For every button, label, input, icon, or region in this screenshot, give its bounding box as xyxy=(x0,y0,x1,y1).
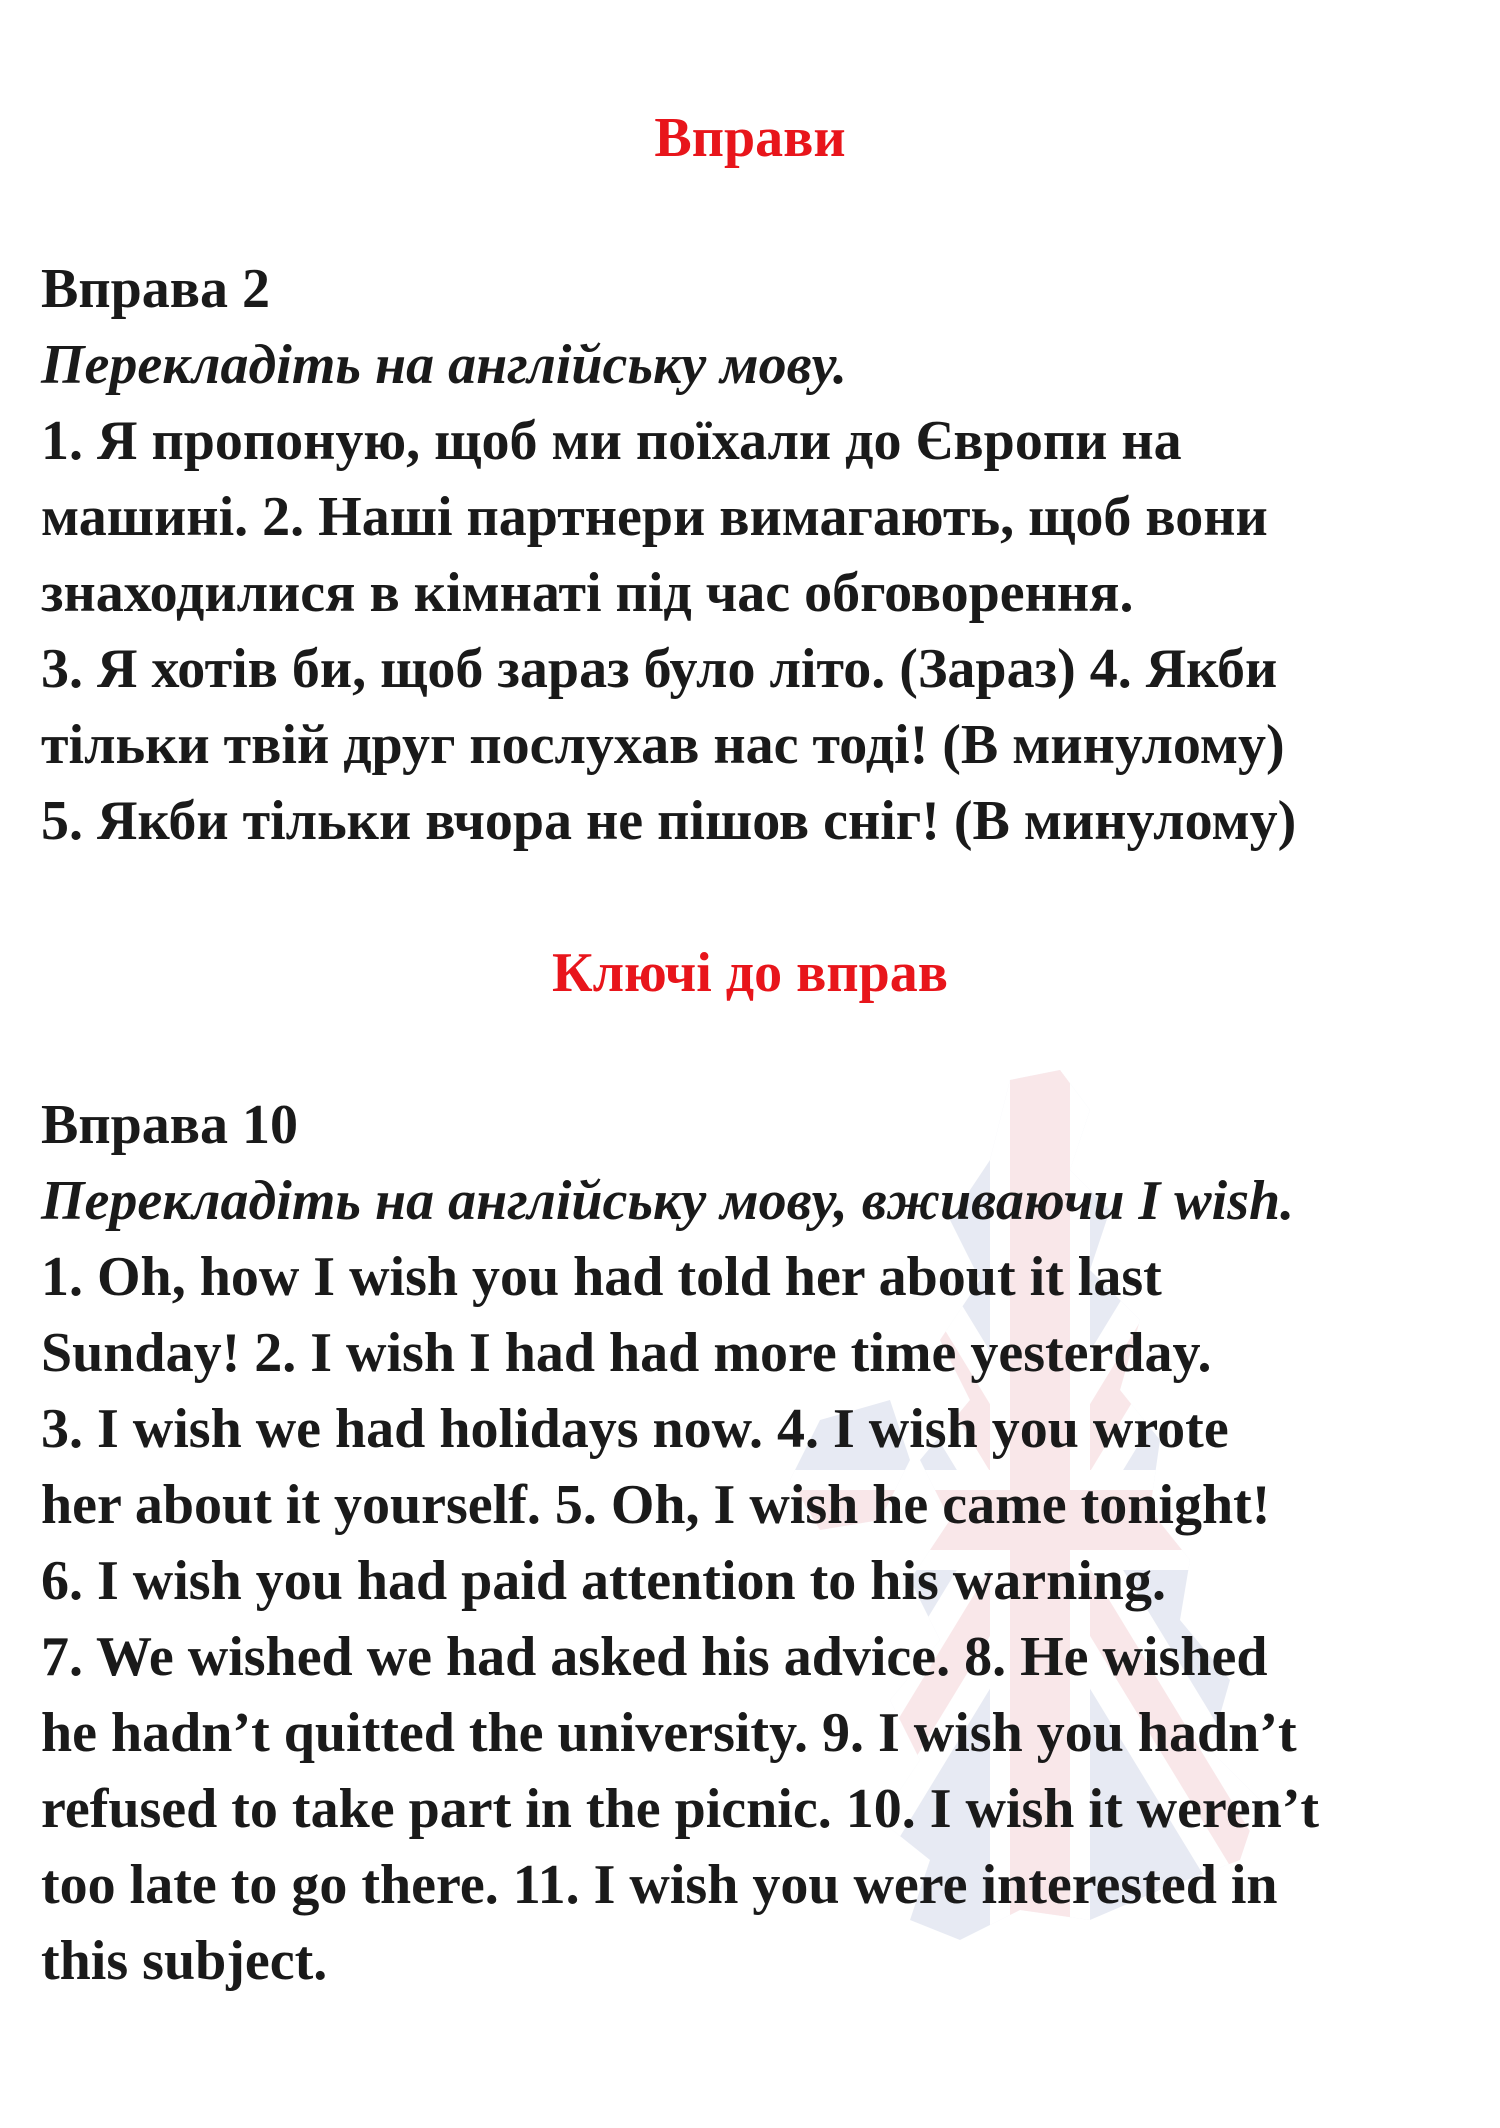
exercise-10-instruction: Перекладіть на англійську мову, вживаючи I wish. xyxy=(41,1170,1295,1232)
exercise-10-line: refused to take part in the picnic. 10. I wish it weren’t xyxy=(41,1778,1320,1840)
exercise-10-title: Вправа 10 xyxy=(41,1094,299,1156)
exercise-2-section xyxy=(41,251,1486,859)
exercise-10-line: her about it yourself. 5. Oh, I wish he came tonight! xyxy=(41,1474,1271,1536)
exercise-2-line: 5. Якби тільки вчора не пішов сніг! (В минулому) xyxy=(41,790,1297,852)
exercise-10-line: 6. I wish you had paid attention to his warning. xyxy=(41,1550,1166,1612)
exercise-2-line: 3. Я хотів би, щоб зараз було літо. (Зараз) 4. Якби xyxy=(41,638,1278,700)
exercise-2-instruction: Перекладіть на англійську мову. xyxy=(41,334,847,396)
exercise-2-title: Вправа 2 xyxy=(41,258,271,320)
exercise-10-line: he hadn’t quitted the university. 9. I wish you hadn’t xyxy=(41,1702,1297,1764)
heading-keys: Ключі до вправ xyxy=(551,942,949,1004)
exercise-10-line: this subject. xyxy=(41,1930,328,1992)
exercise-10-section xyxy=(41,1087,1486,1999)
exercise-2-body xyxy=(41,403,1486,859)
heading-exercises: Вправи xyxy=(654,107,846,169)
exercise-2-line: знаходилися в кімнаті під час обговорення. xyxy=(41,562,1134,624)
exercise-10-line: 7. We wished we had asked his advice. 8. He wished xyxy=(41,1626,1268,1688)
exercise-10-line: 1. Oh, how I wish you had told her about it last xyxy=(41,1246,1162,1308)
exercise-10-line: too late to go there. 11. I wish you were interested in xyxy=(41,1854,1278,1916)
exercise-10-line: Sunday! 2. I wish I had had more time yesterday. xyxy=(41,1322,1212,1384)
exercise-2-line: машині. 2. Наші партнери вимагають, щоб вони xyxy=(41,486,1268,548)
exercise-10-line: 3. I wish we had holidays now. 4. I wish you wrote xyxy=(41,1398,1229,1460)
exercise-2-line: 1. Я пропоную, щоб ми поїхали до Європи на xyxy=(41,410,1182,472)
exercise-2-line: тільки твій друг послухав нас тоді! (В минулому) xyxy=(41,714,1285,776)
exercise-10-body xyxy=(41,1239,1486,1999)
